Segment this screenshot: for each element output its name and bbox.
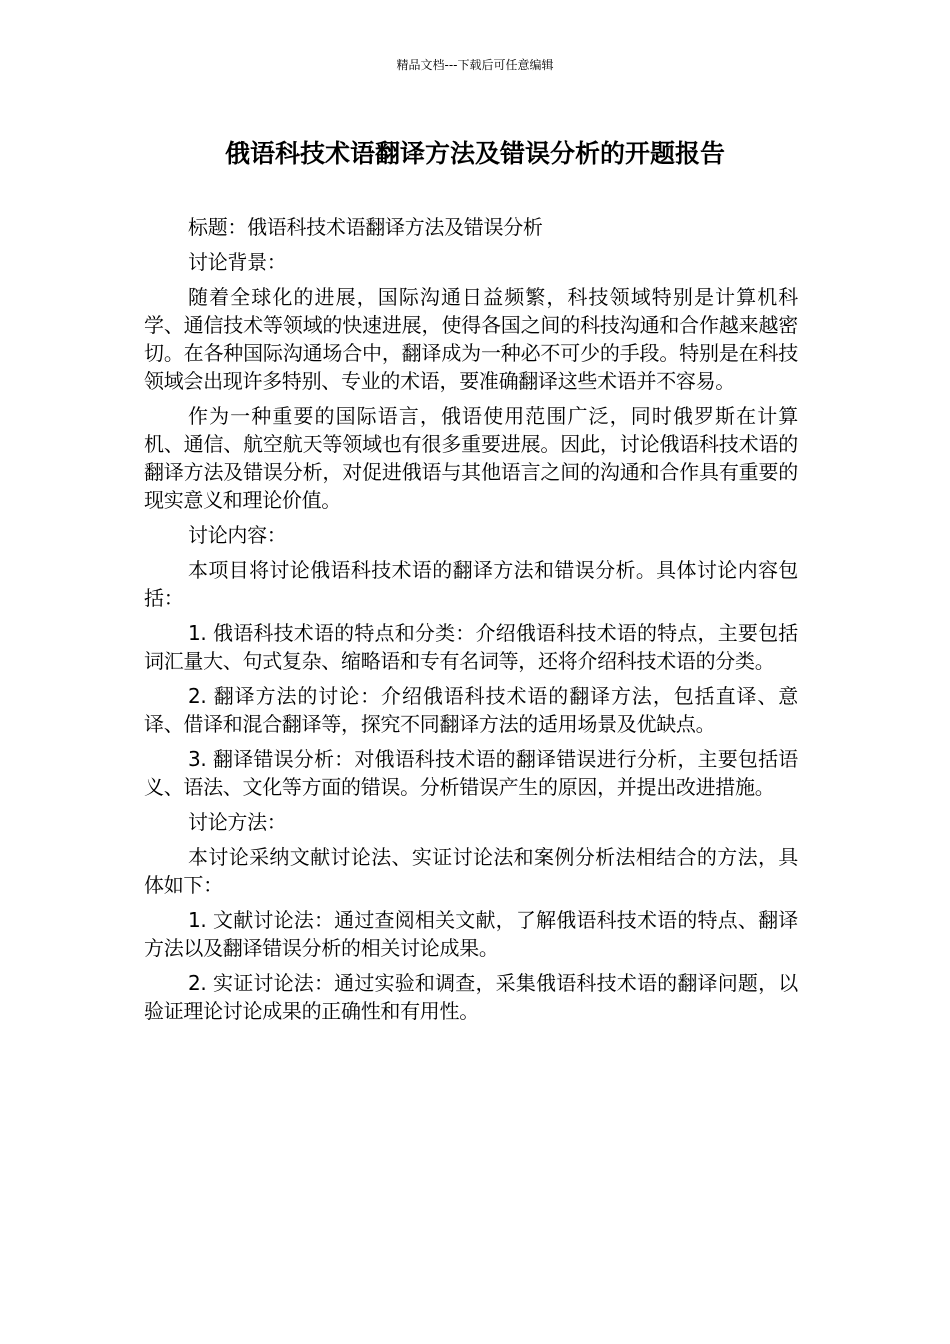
method-list-item: 2. 实证讨论法：通过实验和调查，采集俄语科技术语的翻译问题，以验证理论讨论成果的正确性和有用性。 <box>144 971 798 1023</box>
section-heading-background: 讨论背景： <box>188 250 287 274</box>
section-heading-content: 讨论内容： <box>188 523 287 547</box>
content-list-item: 1. 俄语科技术语的特点和分类：介绍俄语科技术语的特点，主要包括词汇量大、句式复杂、缩略语和专有名词等，还将介绍科技术语的分类。 <box>144 621 798 673</box>
section-heading-method: 讨论方法： <box>188 810 287 834</box>
background-paragraph: 作为一种重要的国际语言，俄语使用范围广泛，同时俄罗斯在计算机、通信、航空航天等领域也有很多重要进展。因此，讨论俄语科技术语的翻译方法及错误分析，对促进俄语与其他语言之间的沟通和合作具有重要的现实意义和理论价值。 <box>144 404 798 512</box>
method-list-item: 1. 文献讨论法：通过查阅相关文献，了解俄语科技术语的特点、翻译方法以及翻译错误分析的相关讨论成果。 <box>144 908 798 960</box>
content-list-item: 3. 翻译错误分析：对俄语科技术语的翻译错误进行分析，主要包括语义、语法、文化等方面的错误。分析错误产生的原因，并提出改进措施。 <box>144 747 798 799</box>
content-intro-paragraph: 本项目将讨论俄语科技术语的翻译方法和错误分析。具体讨论内容包括： <box>144 558 798 610</box>
content-list-item: 2. 翻译方法的讨论：介绍俄语科技术语的翻译方法，包括直译、意译、借译和混合翻译等，探究不同翻译方法的适用场景及优缺点。 <box>144 684 798 736</box>
document-body <box>144 213 798 1032</box>
title-line: 标题：俄语科技术语翻译方法及错误分析 <box>188 215 543 239</box>
background-paragraph: 随着全球化的进展，国际沟通日益频繁，科技领域特别是计算机科学、通信技术等领域的快速进展，使得各国之间的科技沟通和合作越来越密切。在各种国际沟通场合中，翻译成为一种必不可少的手段。特别是在科技领域会出现许多特别、专业的术语，要准确翻译这些术语并不容易。 <box>144 285 798 393</box>
page-header-note: 精品文档---下载后可任意编辑 <box>396 58 554 72</box>
document-title: 俄语科技术语翻译方法及错误分析的开题报告 <box>224 139 725 168</box>
method-intro-paragraph: 本讨论采纳文献讨论法、实证讨论法和案例分析法相结合的方法，具体如下： <box>144 845 798 897</box>
